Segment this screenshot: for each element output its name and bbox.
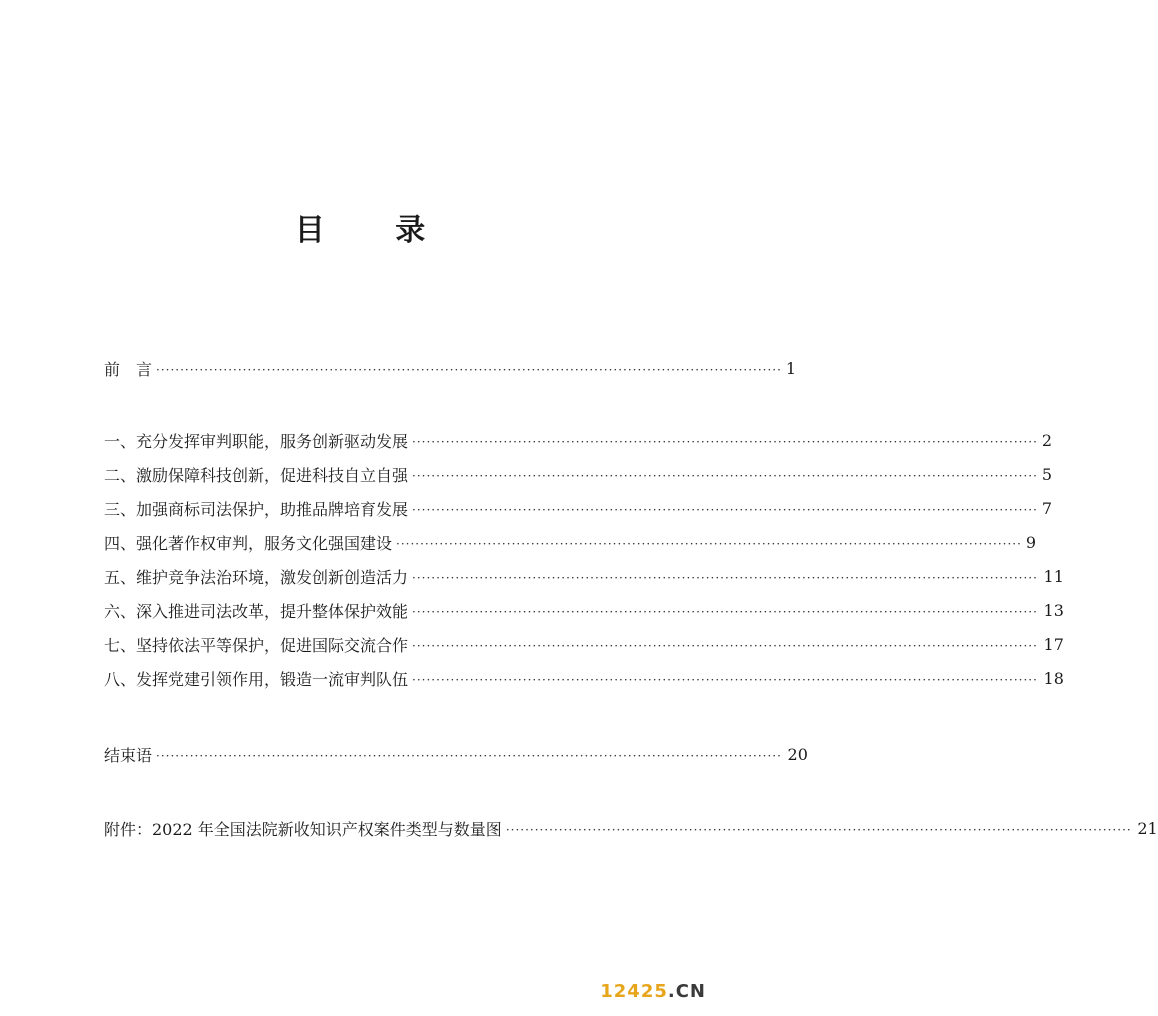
toc-entry-label: 四、强化著作权审判，服务文化强国建设 (104, 533, 393, 553)
site-watermark (600, 981, 706, 1002)
toc-entry-section-8[interactable] (104, 662, 1064, 694)
toc-entry-section-4[interactable] (104, 526, 1037, 558)
toc-entry-page: 9 (1025, 532, 1037, 552)
watermark-tld: .CN (667, 981, 706, 1002)
toc-entry-page: 21 (1137, 818, 1158, 838)
toc-entry-label: 一、充分发挥审判职能，服务创新驱动发展 (104, 431, 409, 451)
toc-entry-section-2[interactable] (104, 458, 1053, 490)
toc-leader-dots: ·································································································································· (412, 571, 1038, 585)
toc-entry-label: 七、坚持依法平等保护，促进国际交流合作 (104, 635, 409, 655)
toc-leader-dots: ·································································································································· (412, 639, 1038, 653)
toc-entry-section-7[interactable] (104, 628, 1064, 660)
toc-entry-label: 三、加强商标司法保护，助推品牌培育发展 (104, 499, 409, 519)
toc-entry-page: 20 (787, 744, 808, 764)
toc-entry-label: 结束语 (104, 745, 153, 765)
toc-leader-dots: ·································································································································· (412, 605, 1038, 619)
toc-entry-section-6[interactable] (104, 594, 1064, 626)
toc-entry-page: 11 (1043, 566, 1064, 586)
toc-entry-label: 附件：2022 年全国法院新收知识产权案件类型与数量图 (104, 819, 502, 839)
toc-leader-dots: ·································································································································· (156, 749, 782, 763)
toc-entry-page: 5 (1041, 464, 1053, 484)
page-title: 目 录 (294, 213, 456, 248)
toc-leader-dots: ·································································································································· (412, 673, 1038, 687)
toc-leader-dots: ·································································································································· (156, 363, 782, 377)
toc-entry-page: 1 (785, 358, 797, 378)
toc-entry-page: 7 (1041, 498, 1053, 518)
toc-entry-section-1[interactable] (104, 424, 1053, 456)
toc-entry-section-5[interactable] (104, 560, 1064, 592)
toc-entry-page: 18 (1043, 668, 1064, 688)
toc-entry-label: 八、发挥党建引领作用，锻造一流审判队伍 (104, 669, 409, 689)
toc-leader-dots: ·································································································································· (505, 823, 1132, 837)
toc-leader-dots: ·································································································································· (396, 537, 1022, 551)
toc-entry-label: 前 言 (104, 359, 153, 379)
toc-entry-page: 13 (1043, 600, 1064, 620)
toc-leader-dots: ·································································································································· (412, 503, 1038, 517)
toc-entry-preface[interactable] (104, 352, 797, 384)
toc-entry-label: 六、深入推进司法改革，提升整体保护效能 (104, 601, 409, 621)
toc-entry-section-3[interactable] (104, 492, 1053, 524)
toc-entry-label: 二、激励保障科技创新，促进科技自立自强 (104, 465, 409, 485)
toc-entry-label: 五、维护竞争法治环境，激发创新创造活力 (104, 567, 409, 587)
toc-entry-appendix[interactable] (104, 812, 1158, 844)
toc-leader-dots: ·································································································································· (412, 469, 1038, 483)
toc-leader-dots: ·································································································································· (412, 435, 1038, 449)
toc-entry-conclusion[interactable] (104, 738, 808, 770)
toc-entry-page: 17 (1043, 634, 1064, 654)
toc-entry-page: 2 (1041, 430, 1053, 450)
watermark-main: 12425 (600, 981, 668, 1002)
